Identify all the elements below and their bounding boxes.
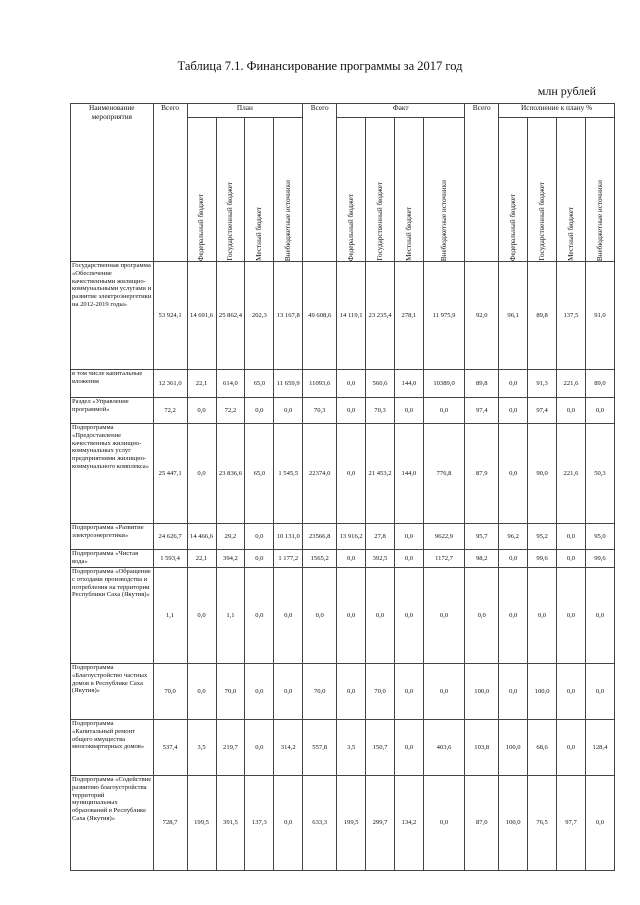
table-cell: 3,5 — [337, 720, 366, 776]
table-cell: 29,2 — [216, 524, 245, 550]
table-cell: 137,3 — [245, 776, 274, 871]
table-cell: 144,0 — [395, 370, 424, 398]
table-cell: 96,2 — [499, 524, 528, 550]
table-cell: 0,0 — [395, 568, 424, 664]
table-row — [71, 720, 615, 776]
header-plan-state: Государственный бюджет — [216, 118, 245, 262]
table-cell: 0,0 — [423, 568, 464, 664]
table-cell: 0,0 — [245, 550, 274, 568]
table-cell: 0,0 — [274, 568, 303, 664]
table-cell: 97,4 — [528, 398, 557, 424]
table-cell: 99,6 — [528, 550, 557, 568]
table-cell: 24 626,7 — [153, 524, 187, 550]
table-cell: 72,2 — [216, 398, 245, 424]
row-name: в том числе капитальные вложения — [71, 370, 154, 398]
header-fact-state: Государственный бюджет — [366, 118, 395, 262]
table-cell: 65,0 — [245, 370, 274, 398]
table-cell: 91,0 — [585, 262, 614, 370]
header-fact-local: Местный бюджет — [395, 118, 424, 262]
header-total-exec: Всего — [465, 104, 499, 262]
table-cell: 0,0 — [465, 568, 499, 664]
header-total-fact: Всего — [303, 104, 337, 262]
header-plan: План — [187, 104, 303, 118]
table-cell: 70,3 — [366, 398, 395, 424]
row-name: Подпрограмма «Обращение с отходами производства и потребления на территории Республики Саха (Якутия)» — [71, 568, 154, 664]
table-row — [71, 568, 615, 664]
table-row — [71, 398, 615, 424]
table-cell: 21 453,2 — [366, 424, 395, 524]
header-fact-extrabudget: Внебюджетные источники — [423, 118, 464, 262]
table-cell: 25 447,1 — [153, 424, 187, 524]
table-cell: 0,0 — [337, 370, 366, 398]
row-name: Подпрограмма «Развитие электроэнергетики» — [71, 524, 154, 550]
table-cell: 95,2 — [528, 524, 557, 550]
header-plan-local: Местный бюджет — [245, 118, 274, 262]
table-cell: 221,6 — [557, 370, 586, 398]
table-cell: 49 608,6 — [303, 262, 337, 370]
table-cell: 12 361,0 — [153, 370, 187, 398]
financing-table — [70, 103, 615, 871]
table-cell: 137,5 — [557, 262, 586, 370]
table-cell: 0,0 — [395, 524, 424, 550]
header-exec-state: Государственный бюджет — [528, 118, 557, 262]
table-cell: 557,8 — [303, 720, 337, 776]
table-cell: 91,3 — [528, 370, 557, 398]
table-cell: 9622,9 — [423, 524, 464, 550]
table-cell: 0,0 — [187, 568, 216, 664]
table-cell: 95,0 — [585, 524, 614, 550]
table-cell: 314,2 — [274, 720, 303, 776]
table-cell: 53 924,1 — [153, 262, 187, 370]
table-cell: 1 545,5 — [274, 424, 303, 524]
table-row — [71, 776, 615, 871]
table-cell: 1 177,2 — [274, 550, 303, 568]
header-total-plan: Всего — [153, 104, 187, 262]
table-cell: 633,3 — [303, 776, 337, 871]
row-name: Подпрограмма «Чистая вода» — [71, 550, 154, 568]
header-plan-extrabudget: Внебюджетные источники — [274, 118, 303, 262]
table-cell: 299,7 — [366, 776, 395, 871]
table-cell: 0,0 — [395, 550, 424, 568]
table-cell: 0,0 — [274, 776, 303, 871]
table-cell: 0,0 — [557, 720, 586, 776]
row-name: Подпрограмма «Благоустройство частных домов в Республике Саха (Якутия)» — [71, 664, 154, 720]
table-cell: 0,0 — [395, 398, 424, 424]
table-cell: 103,8 — [465, 720, 499, 776]
table-cell: 89,8 — [528, 262, 557, 370]
table-cell: 0,0 — [366, 568, 395, 664]
table-cell: 97,4 — [465, 398, 499, 424]
table-cell: 0,0 — [245, 398, 274, 424]
table-cell: 14 119,1 — [337, 262, 366, 370]
table-cell: 0,0 — [423, 776, 464, 871]
table-cell: 11 975,9 — [423, 262, 464, 370]
table-cell: 0,0 — [585, 664, 614, 720]
table-cell: 1 593,4 — [153, 550, 187, 568]
header-exec-local: Местный бюджет — [557, 118, 586, 262]
table-cell: 0,0 — [423, 398, 464, 424]
table-cell: 0,0 — [585, 398, 614, 424]
table-cell: 0,0 — [557, 568, 586, 664]
table-cell: 0,0 — [585, 568, 614, 664]
table-cell: 0,0 — [499, 370, 528, 398]
table-cell: 0,0 — [499, 568, 528, 664]
table-cell: 70,3 — [303, 398, 337, 424]
table-cell: 0,0 — [245, 664, 274, 720]
row-name: Подпрограмма «Капитальный ремонт общего имущества многоквартирных домов» — [71, 720, 154, 776]
table-cell: 219,7 — [216, 720, 245, 776]
table-cell: 278,1 — [395, 262, 424, 370]
table-cell: 14 691,6 — [187, 262, 216, 370]
row-name: Государственная программа «Обеспечение качественными жилищно-коммунальными услугами и развитие электроэнергетики на 2012-2019 годы» — [71, 262, 154, 370]
table-cell: 65,0 — [245, 424, 274, 524]
table-row — [71, 550, 615, 568]
table-row — [71, 664, 615, 720]
table-cell: 90,0 — [528, 424, 557, 524]
table-cell: 23566,8 — [303, 524, 337, 550]
table-cell: 0,0 — [187, 424, 216, 524]
table-cell: 537,4 — [153, 720, 187, 776]
table-cell: 394,2 — [216, 550, 245, 568]
table-cell: 0,0 — [557, 550, 586, 568]
table-cell: 1565,2 — [303, 550, 337, 568]
table-cell: 70,0 — [303, 664, 337, 720]
table-cell: 221,6 — [557, 424, 586, 524]
table-cell: 92,0 — [465, 262, 499, 370]
table-cell: 0,0 — [274, 664, 303, 720]
table-cell: 22,1 — [187, 370, 216, 398]
table-cell: 0,0 — [423, 664, 464, 720]
table-cell: 10 131,0 — [274, 524, 303, 550]
table-cell: 0,0 — [187, 398, 216, 424]
table-cell: 150,7 — [366, 720, 395, 776]
table-cell: 100,0 — [499, 720, 528, 776]
table-cell: 0,0 — [245, 568, 274, 664]
table-cell: 0,0 — [557, 664, 586, 720]
row-name: Раздел «Управление программой» — [71, 398, 154, 424]
table-cell: 70,0 — [366, 664, 395, 720]
table-cell: 23 836,6 — [216, 424, 245, 524]
table-cell: 11093,6 — [303, 370, 337, 398]
table-cell: 202,3 — [245, 262, 274, 370]
table-cell: 134,2 — [395, 776, 424, 871]
table-cell: 0,0 — [337, 568, 366, 664]
table-cell: 0,0 — [274, 398, 303, 424]
table-cell: 95,7 — [465, 524, 499, 550]
table-cell: 0,0 — [395, 720, 424, 776]
header-plan-federal: Федеральный бюджет — [187, 118, 216, 262]
table-cell: 0,0 — [557, 398, 586, 424]
table-row — [71, 370, 615, 398]
table-cell: 0,0 — [337, 424, 366, 524]
table-cell: 13 167,8 — [274, 262, 303, 370]
table-cell: 70,0 — [153, 664, 187, 720]
unit-label: млн рублей — [537, 84, 596, 98]
table-cell: 391,5 — [216, 776, 245, 871]
table-cell: 128,4 — [585, 720, 614, 776]
table-cell: 0,0 — [499, 550, 528, 568]
table-cell: 199,5 — [187, 776, 216, 871]
table-cell: 0,0 — [499, 398, 528, 424]
header-exec-federal: Федеральный бюджет — [499, 118, 528, 262]
table-cell: 1,1 — [153, 568, 187, 664]
table-cell: 0,0 — [557, 524, 586, 550]
table-cell: 100,0 — [465, 664, 499, 720]
table-row — [71, 262, 615, 370]
table-cell: 776,8 — [423, 424, 464, 524]
table-cell: 25 862,4 — [216, 262, 245, 370]
table-cell: 13 916,2 — [337, 524, 366, 550]
header-row-groups — [71, 104, 615, 118]
table-cell: 14 466,6 — [187, 524, 216, 550]
table-cell: 89,0 — [585, 370, 614, 398]
header-exec-extrabudget: Внебюджетные источники — [585, 118, 614, 262]
table-cell: 0,0 — [395, 664, 424, 720]
table-cell: 144,0 — [395, 424, 424, 524]
table-cell: 0,0 — [528, 568, 557, 664]
table-cell: 392,5 — [366, 550, 395, 568]
table-cell: 0,0 — [187, 664, 216, 720]
table-cell: 99,6 — [585, 550, 614, 568]
row-name: Подпрограмма «Содействие развитию благоустройства территорий муниципальных образований в Республике Саха (Якутия)» — [71, 776, 154, 871]
table-cell: 728,7 — [153, 776, 187, 871]
row-name: Подпрограмма «Предоставление качественных жилищно-коммунальных услуг предприятиями жилищно-коммунального комплекса» — [71, 424, 154, 524]
table-cell: 68,6 — [528, 720, 557, 776]
table-row — [71, 424, 615, 524]
table-cell: 0,0 — [337, 664, 366, 720]
table-cell: 87,9 — [465, 424, 499, 524]
table-cell: 0,0 — [337, 398, 366, 424]
header-fact: Факт — [337, 104, 465, 118]
table-cell: 72,2 — [153, 398, 187, 424]
table-cell: 98,2 — [465, 550, 499, 568]
table-cell: 614,0 — [216, 370, 245, 398]
header-fact-federal: Федеральный бюджет — [337, 118, 366, 262]
table-cell: 1,1 — [216, 568, 245, 664]
table-cell: 100,0 — [499, 776, 528, 871]
table-cell: 97,7 — [557, 776, 586, 871]
header-name: Наименование мероприятия — [71, 104, 154, 262]
table-cell: 100,0 — [528, 664, 557, 720]
table-cell: 199,5 — [337, 776, 366, 871]
table-cell: 70,0 — [216, 664, 245, 720]
table-cell: 27,8 — [366, 524, 395, 550]
table-cell: 0,0 — [499, 424, 528, 524]
table-row — [71, 524, 615, 550]
table-cell: 0,0 — [245, 524, 274, 550]
table-cell: 0,0 — [499, 664, 528, 720]
table-cell: 3,5 — [187, 720, 216, 776]
header-exec: Исполнение к плану % — [499, 104, 615, 118]
table-cell: 22374,0 — [303, 424, 337, 524]
table-cell: 89,8 — [465, 370, 499, 398]
table-cell: 87,0 — [465, 776, 499, 871]
table-body — [71, 262, 615, 871]
table-cell: 50,3 — [585, 424, 614, 524]
table-cell: 10389,0 — [423, 370, 464, 398]
table-cell: 0,0 — [303, 568, 337, 664]
table-cell: 22,1 — [187, 550, 216, 568]
table-cell: 76,5 — [528, 776, 557, 871]
table-cell: 0,0 — [245, 720, 274, 776]
table-cell: 96,1 — [499, 262, 528, 370]
table-cell: 1172,7 — [423, 550, 464, 568]
table-cell: 560,6 — [366, 370, 395, 398]
table-cell: 11 659,9 — [274, 370, 303, 398]
table-cell: 403,6 — [423, 720, 464, 776]
table-cell: 0,0 — [585, 776, 614, 871]
table-cell: 23 235,4 — [366, 262, 395, 370]
table-title: Таблица 7.1. Финансирование программы за 2017 год — [177, 59, 463, 73]
table-cell: 0,0 — [337, 550, 366, 568]
